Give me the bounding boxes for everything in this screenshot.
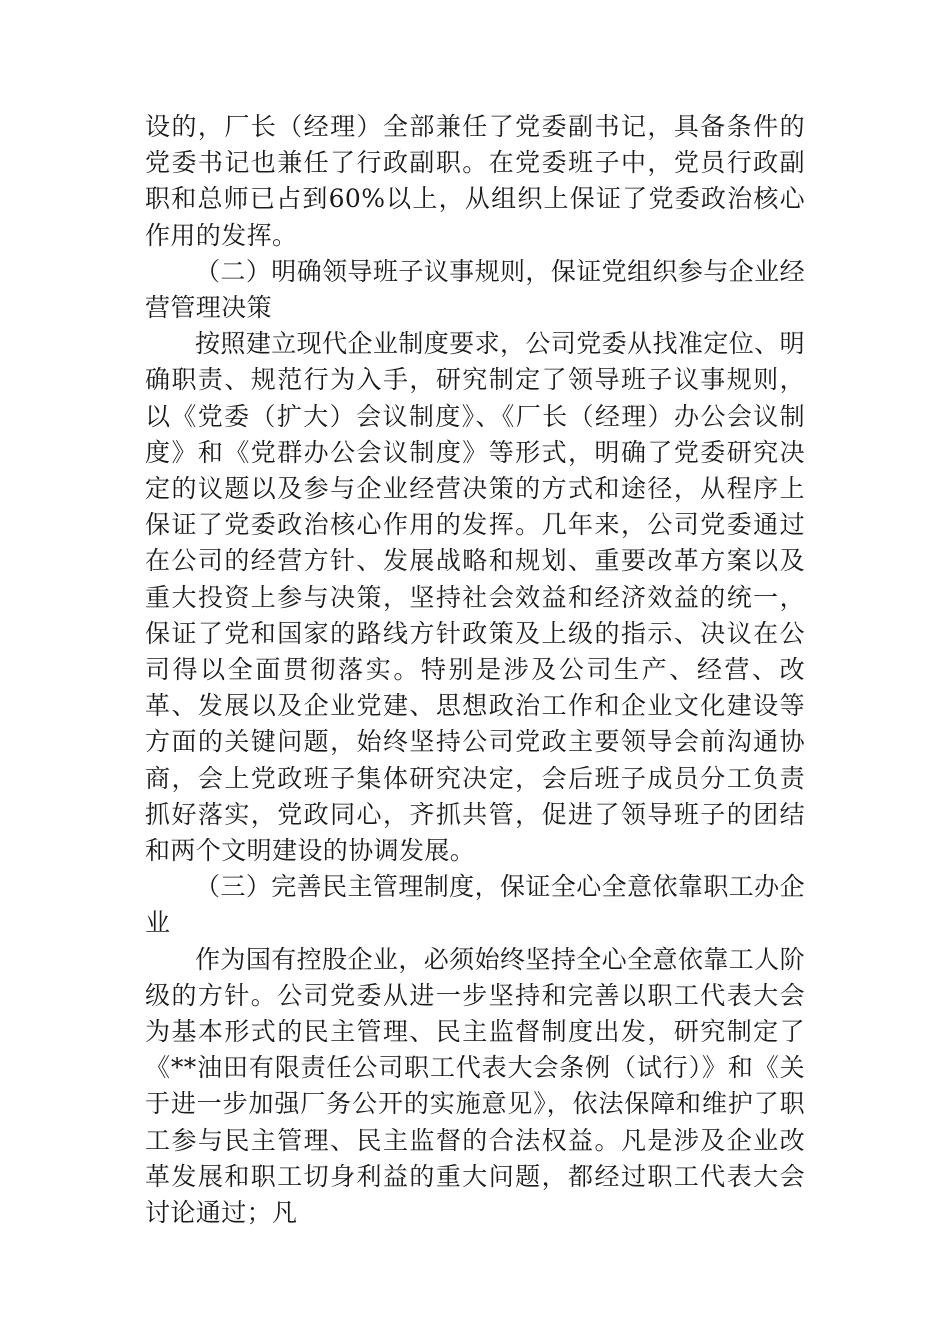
section-heading-3: （三）完善民主管理制度，保证全心全意依靠职工办企业 [145, 872, 805, 938]
section-heading-2: （二）明确领导班子议事规则，保证党组织参与企业经营管理决策 [145, 256, 805, 323]
paragraph-body-2: 按照建立现代企业制度要求，公司党委从找准定位、明确职责、规范行为入手，研究制定了领导班子议事规则，以《党委（扩大）会议制度》、《厂长（经理）办公会议制度》和《党群办公会议制度》等形式，明确了党委研究决定的议题以及参与企业经营决策的方式和途径，从程序上保证了党委政治核心作用的发挥。几年来，公司党委通过在公司的经营方针、发展战略和规划、重要改革方案以及重大投资上参与决策，坚持社会效益和经济效益的统一，保证了党和国家的路线方针政策及上级的指示、决议在公司得以全面贯彻落实。特别是涉及公司生产、经营、改革、发展以及企业党建、思想政治工作和企业文化建设等方面的关键问题，始终坚持公司党政主要领导会前沟通协商，会上党政班子集体研究决定，会后班子成员分工负责抓好落实，党政同心，齐抓共管，促进了领导班子的团结和两个文明建设的协调发展。 [145, 329, 805, 866]
paragraph-body-3: 作为国有控股企业，必须始终坚持全心全意依靠工人阶级的方针。公司党委从进一步坚持和完善以职工代表大会为基本形式的民主管理、民主监督制度出发，研究制定了《**油田有限责任公司职工代表大会条例（试行）》和《关于进一步加强厂务公开的实施意见》，依法保障和维护了职工参与民主管理、民主监督的合法权益。凡是涉及企业改革发展和职工切身利益的重大问题，都经过职工代表大会讨论通过；凡 [145, 944, 805, 1228]
document-body [145, 109, 805, 1231]
paragraph-continuation: 设的，厂长（经理）全部兼任了党委副书记，具备条件的党委书记也兼任了行政副职。在党委班子中，党员行政副职和总师已占到60%以上，从组织上保证了党委政治核心作用的发挥。 [145, 112, 805, 250]
